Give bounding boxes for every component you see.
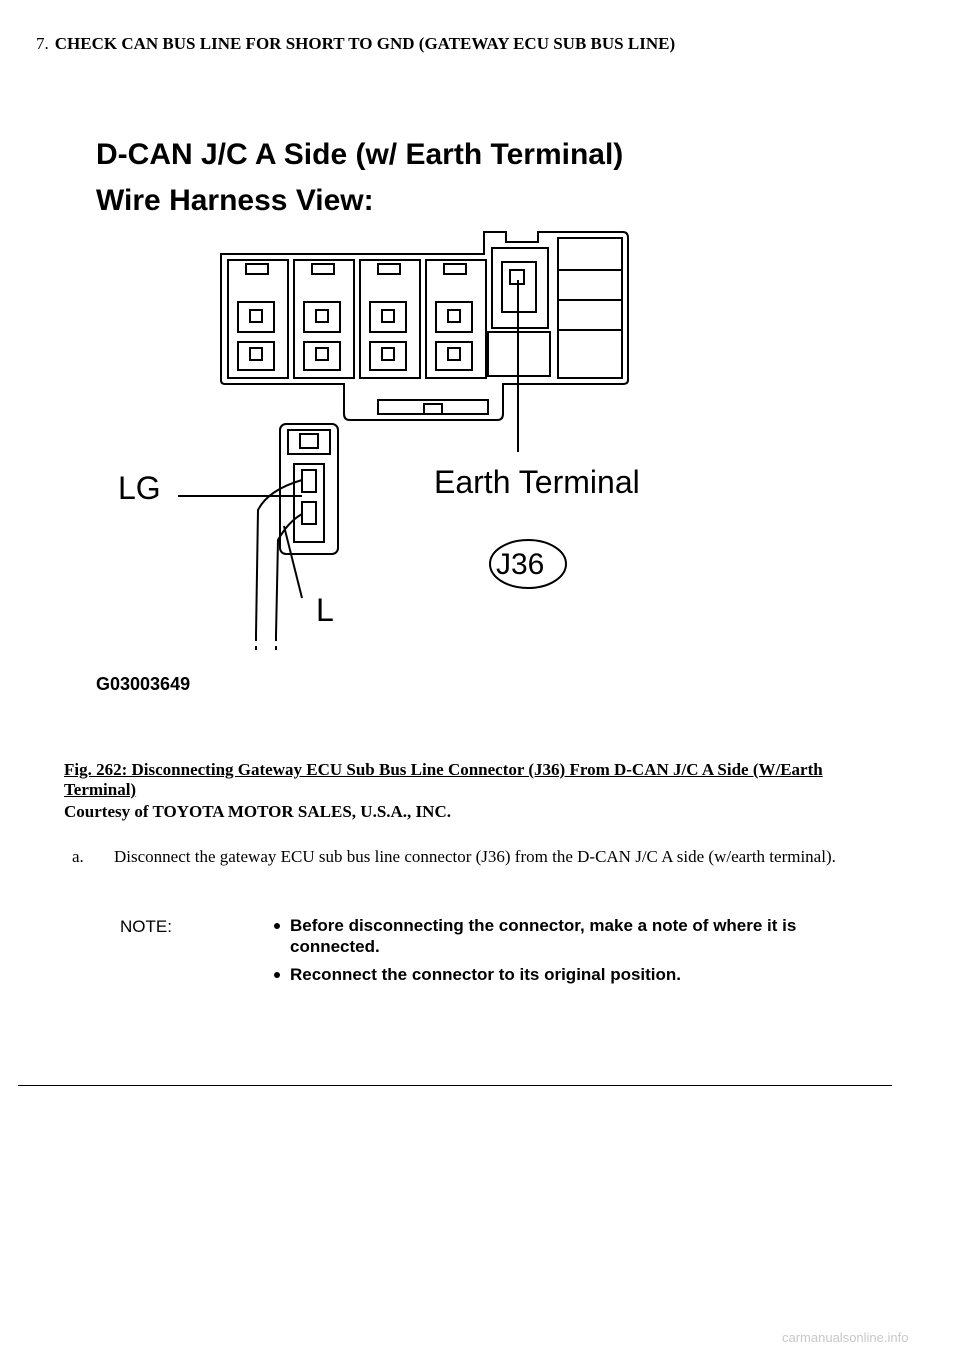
step-marker: a. xyxy=(72,847,84,866)
connector-id-label: J36 xyxy=(496,548,545,581)
step-title: CHECK CAN BUS LINE FOR SHORT TO GND (GATEWAY ECU SUB BUS LINE) xyxy=(54,34,676,53)
step-heading xyxy=(36,34,675,54)
wire-label-l: L xyxy=(316,592,334,628)
figure-title: D-CAN J/C A Side (w/ Earth Terminal) xyxy=(96,138,624,171)
note-item: Reconnect the connector to its original position. xyxy=(270,964,890,985)
step-number: 7. xyxy=(36,34,49,53)
procedure-step xyxy=(72,846,872,867)
wire-label-lg: LG xyxy=(118,470,161,506)
watermark: carmanualsonline.info xyxy=(782,1330,909,1345)
note-list xyxy=(270,915,890,992)
wiring-diagram xyxy=(88,130,688,710)
figure-code: G03003649 xyxy=(96,674,191,694)
figure-caption-link[interactable]: Fig. 262: Disconnecting Gateway ECU Sub Bus Line Connector (J36) From D-CAN J/C A Side (W/Earth Terminal) xyxy=(64,760,823,799)
figure-subtitle: Wire Harness View: xyxy=(96,184,374,217)
figure-caption xyxy=(64,760,864,800)
courtesy-line: Courtesy of TOYOTA MOTOR SALES, U.S.A., INC. xyxy=(64,802,451,821)
section-divider xyxy=(18,1085,892,1086)
note-label: NOTE: xyxy=(120,917,172,936)
step-text: Disconnect the gateway ECU sub bus line connector (J36) from the D-CAN J/C A side (w/earth terminal). xyxy=(114,847,836,866)
earth-terminal-label: Earth Terminal xyxy=(434,464,640,500)
note-item: Before disconnecting the connector, make a note of where it is connected. xyxy=(270,915,890,957)
